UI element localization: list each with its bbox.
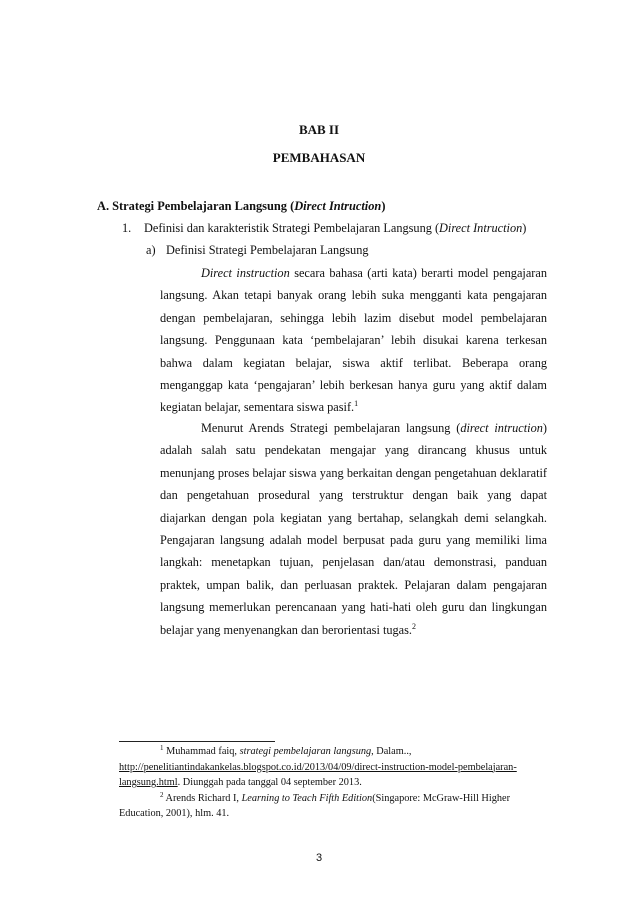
footnote-ref-2[interactable]: 2 bbox=[412, 621, 416, 631]
paragraph-2-text-before: Menurut Arends Strategi pembelajaran langsung ( bbox=[201, 421, 461, 435]
paragraph-2-text-after: ) adalah salah satu pendekatan mengajar yang dirancang khusus untuk menunjang proses belajar siswa yang berkaitan dengan pengetahuan deklaratif dan pengetahuan prosedural yang terstruktur dengan baik yang dapat diajarkan dengan pola kegiatan yang bertahap, selangkah demi selangkah. Pengajaran langsung adalah model berpusat pada guru yang memiliki lima langkah: menetapkan tujuan, penjelasan dan/atau demonstrasi, panduan praktek, umpan balik, dan perluasan praktek. Pelajaran dalam pengajaran langsung memerlukan perencanaan yang hati-hati oleh guru dan lingkungan belajar yang menyenangkan dan berorientasi tugas. bbox=[160, 421, 547, 637]
chapter-label: BAB II bbox=[298, 122, 340, 137]
paragraph-1-italic: Direct instruction bbox=[201, 266, 290, 280]
subsection-heading-1 bbox=[122, 221, 526, 236]
subsubsection-text: Definisi Strategi Pembelajaran Langsung bbox=[166, 243, 369, 257]
footnote-1-text-middle: , Dalam.., bbox=[371, 746, 412, 757]
section-heading-text: A. Strategi Pembelajaran Langsung ( bbox=[97, 199, 295, 213]
footnote-2-number: 2 bbox=[160, 790, 164, 799]
section-heading-suffix: ) bbox=[381, 199, 386, 213]
paragraph-1 bbox=[160, 262, 547, 419]
footnotes bbox=[119, 744, 544, 822]
footnote-1-text-before: Muhammad faiq, bbox=[163, 746, 240, 757]
subsubsection-heading-a bbox=[146, 243, 369, 258]
subsection-text: Definisi dan karakteristik Strategi Pembelajaran Langsung ( bbox=[144, 221, 440, 235]
subsection-italic: Direct Intruction bbox=[439, 221, 523, 235]
footnote-1-number: 1 bbox=[160, 744, 164, 752]
footnote-ref-1[interactable]: 1 bbox=[354, 399, 359, 409]
footnote-1 bbox=[119, 744, 544, 791]
footnote-separator bbox=[119, 741, 275, 742]
paragraph-1-text: secara bahasa (arti kata) berarti model pengajaran langsung. Akan tetapi banyak orang lebih suka mengganti kata pengajaran dengan pembelajaran, sehingga lebih lazim disebut model pembelajaran langsung. Penggunaan kata ‘pembelajaran’ lebih disukai karena terkesan bahwa dalam kegiatan belajar, siswa aktif terlibat. Beberapa orang menganggap kata ‘pengajaran’ lebih berkesan hanya guru yang aktif dalam kegiatan belajar, sementara siswa pasif. bbox=[160, 266, 547, 415]
footnote-1-text-after: . Diunggah pada tanggal 04 september 2013. bbox=[177, 777, 362, 788]
footnote-2 bbox=[119, 791, 544, 822]
chapter-title: PEMBAHASAN bbox=[272, 150, 366, 165]
footnote-1-italic: strategi pembelajaran langsung bbox=[239, 746, 372, 757]
footnote-2-text-before: Arends Richard I, bbox=[163, 792, 242, 804]
subsection-number: 1. bbox=[122, 221, 132, 235]
page-number: 3 bbox=[315, 852, 323, 864]
subsubsection-number: a) bbox=[146, 243, 156, 257]
footnote-2-text-after: (Singapore: McGraw-Hill Higher Education, 2001), hlm. 41. bbox=[119, 792, 511, 819]
subsection-suffix: ) bbox=[522, 221, 527, 235]
section-heading-a bbox=[97, 199, 385, 214]
paragraph-2 bbox=[160, 417, 547, 641]
footnote-1-link[interactable]: http://penelitiantindakankelas.blogspot.co.id/2013/04/09/direct-instruction-model-pembelajaran-langsung.html bbox=[119, 761, 517, 788]
footnote-2-italic: Learning to Teach Fifth Edition bbox=[241, 792, 373, 804]
paragraph-2-italic: direct intruction bbox=[460, 421, 543, 435]
section-heading-italic: Direct Intruction bbox=[294, 199, 382, 213]
